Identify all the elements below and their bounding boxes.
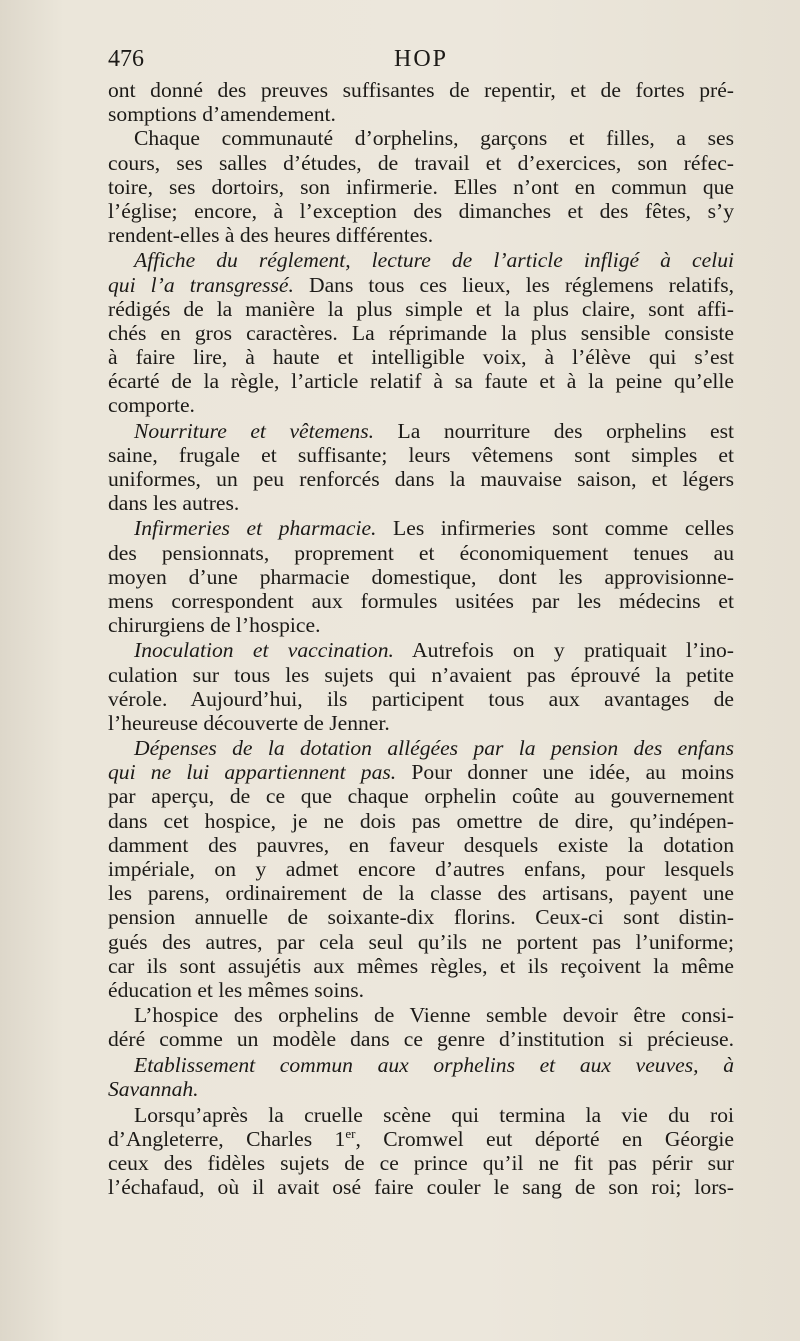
- text-line: toire, ses dortoirs, son infirmerie. Elles n’ont en commun que: [108, 174, 734, 199]
- text-line: cours, ses salles d’études, de travail et d’exercices, son réfec-: [108, 150, 734, 175]
- text-line: [108, 1127, 734, 1151]
- superscript: er: [345, 1125, 356, 1141]
- section-heading-text: Dépenses de la dotation allégées par la pension des enfans: [134, 736, 734, 761]
- text-line: moyen d’une pharmacie domestique, dont les approvisionne-: [108, 564, 734, 589]
- text-line: l’heureuse découverte de Jenner.: [108, 710, 390, 735]
- text-line: [108, 638, 734, 662]
- page-number: 476: [108, 46, 144, 72]
- text-line: impériale, on y admet encore d’autres enfans, pour lesquels: [108, 857, 734, 881]
- text-line: mens correspondent aux formules usitées par les médecins et: [108, 588, 734, 613]
- section-heading-text: qui ne lui appartiennent pas.: [108, 760, 397, 785]
- text-run: , Cromwel eut déporté en Géorgie: [355, 1127, 734, 1152]
- section-heading-text: Inoculation et vaccination.: [134, 638, 394, 663]
- text-line: [108, 760, 734, 784]
- section-heading-text: Etablissement commun aux orphelins et aux veuves, à: [134, 1052, 734, 1077]
- text-line: éducation et les mêmes soins.: [108, 977, 365, 1002]
- text-line: ont donné des preuves suffisantes de repentir, et de fortes pré-: [108, 78, 734, 102]
- text-line: Chaque communauté d’orphelins, garçons et filles, a ses: [134, 126, 734, 151]
- text-line: ceux des fidèles sujets de ce prince qu’il ne fit pas périr sur: [108, 1151, 734, 1176]
- text-line: dans les autres.: [108, 491, 240, 516]
- section-heading: [108, 1077, 734, 1101]
- text-line: l’église; encore, à l’exception des dimanches et des fêtes, s’y: [108, 198, 734, 223]
- text-line: à faire lire, à haute et intelligible voix, à l’élève qui s’est: [108, 345, 734, 370]
- text-line: par aperçu, de ce que chaque orphelin coûte au gouvernement: [108, 784, 734, 809]
- text-run: Autrefois on y pratiquait l’ino-: [393, 638, 734, 663]
- section-heading-text: Affiche du réglement, lecture de l’article infligé à celui: [134, 248, 734, 273]
- section-heading-text: Savannah.: [108, 1076, 199, 1101]
- text-line: [108, 273, 734, 297]
- text-line: gués des autres, par cela seul qu’ils ne portent pas l’uniforme;: [108, 929, 734, 954]
- text-line: écarté de la règle, l’article relatif à sa faute et à la peine qu’elle: [108, 369, 734, 394]
- text-line: des pensionnats, proprement et économiquement tenues au: [108, 540, 734, 565]
- text-run: Les infirmeries sont comme celles: [376, 516, 735, 541]
- text-line: uniformes, un peu renforcés dans la mauvaise saison, et légers: [108, 467, 734, 491]
- text-line: les parens, ordinairement de la classe des artisans, payent une: [108, 881, 734, 906]
- text-run: 1: [334, 1127, 346, 1152]
- body-text: [108, 78, 734, 1200]
- text-line: chirurgiens de l’hospice.: [108, 613, 321, 638]
- text-line: [108, 419, 734, 443]
- section-heading-text: Infirmeries et pharmacie.: [134, 516, 377, 541]
- text-run: La nourriture des orphelins est: [374, 418, 734, 443]
- text-line: déré comme un modèle dans ce genre d’institution si précieuse.: [108, 1027, 734, 1052]
- section-heading-text: Nourriture et vêtemens.: [134, 418, 374, 443]
- page-header: [108, 46, 734, 74]
- section-heading: [108, 1053, 734, 1077]
- text-line: pension annuelle de soixante-dix florins. Ceux-ci sont distin-: [108, 905, 734, 930]
- text-run: d’Angleterre, Charles: [108, 1127, 313, 1152]
- text-line: somptions d’amendement.: [108, 102, 336, 127]
- section-heading-text: qui l’a transgressé.: [108, 272, 294, 297]
- text-line: vérole. Aujourd’hui, ils participent tous aux avantages de: [108, 686, 734, 711]
- text-line: rédigés de la manière la plus simple et la plus claire, sont affi-: [108, 296, 734, 321]
- section-heading: [108, 736, 734, 760]
- text-line: rendent-elles à des heures différentes.: [108, 223, 434, 248]
- text-line: car ils sont assujétis aux mêmes règles, et ils reçoivent la même: [108, 953, 734, 978]
- text-line: L’hospice des orphelins de Vienne semble devoir être consi-: [134, 1003, 734, 1028]
- text-run: Dans tous ces lieux, les réglemens relatifs,: [293, 272, 734, 297]
- text-run: Pour donner une idée, au moins: [396, 760, 734, 785]
- text-line: culation sur tous les sujets qui n’avaient pas éprouvé la petite: [108, 662, 734, 687]
- text-line: saine, frugale et suffisante; leurs vêtemens sont simples et: [108, 442, 734, 467]
- text-line: damment des pauvres, en faveur desquels existe la dotation: [108, 832, 734, 857]
- text-line: l’échafaud, où il avait osé faire couler le sang de son roi; lors-: [108, 1175, 734, 1200]
- running-head: HOP: [393, 46, 448, 72]
- text-line: chés en gros caractères. La réprimande la plus sensible consiste: [108, 320, 734, 345]
- text-line: Lorsqu’après la cruelle scène qui termina la vie du roi: [134, 1102, 734, 1127]
- text-line: [108, 516, 734, 540]
- text-line: comporte.: [108, 393, 195, 418]
- text-line: dans cet hospice, je ne dois pas omettre de dire, qu’indépen-: [108, 808, 734, 833]
- section-heading: [108, 248, 734, 272]
